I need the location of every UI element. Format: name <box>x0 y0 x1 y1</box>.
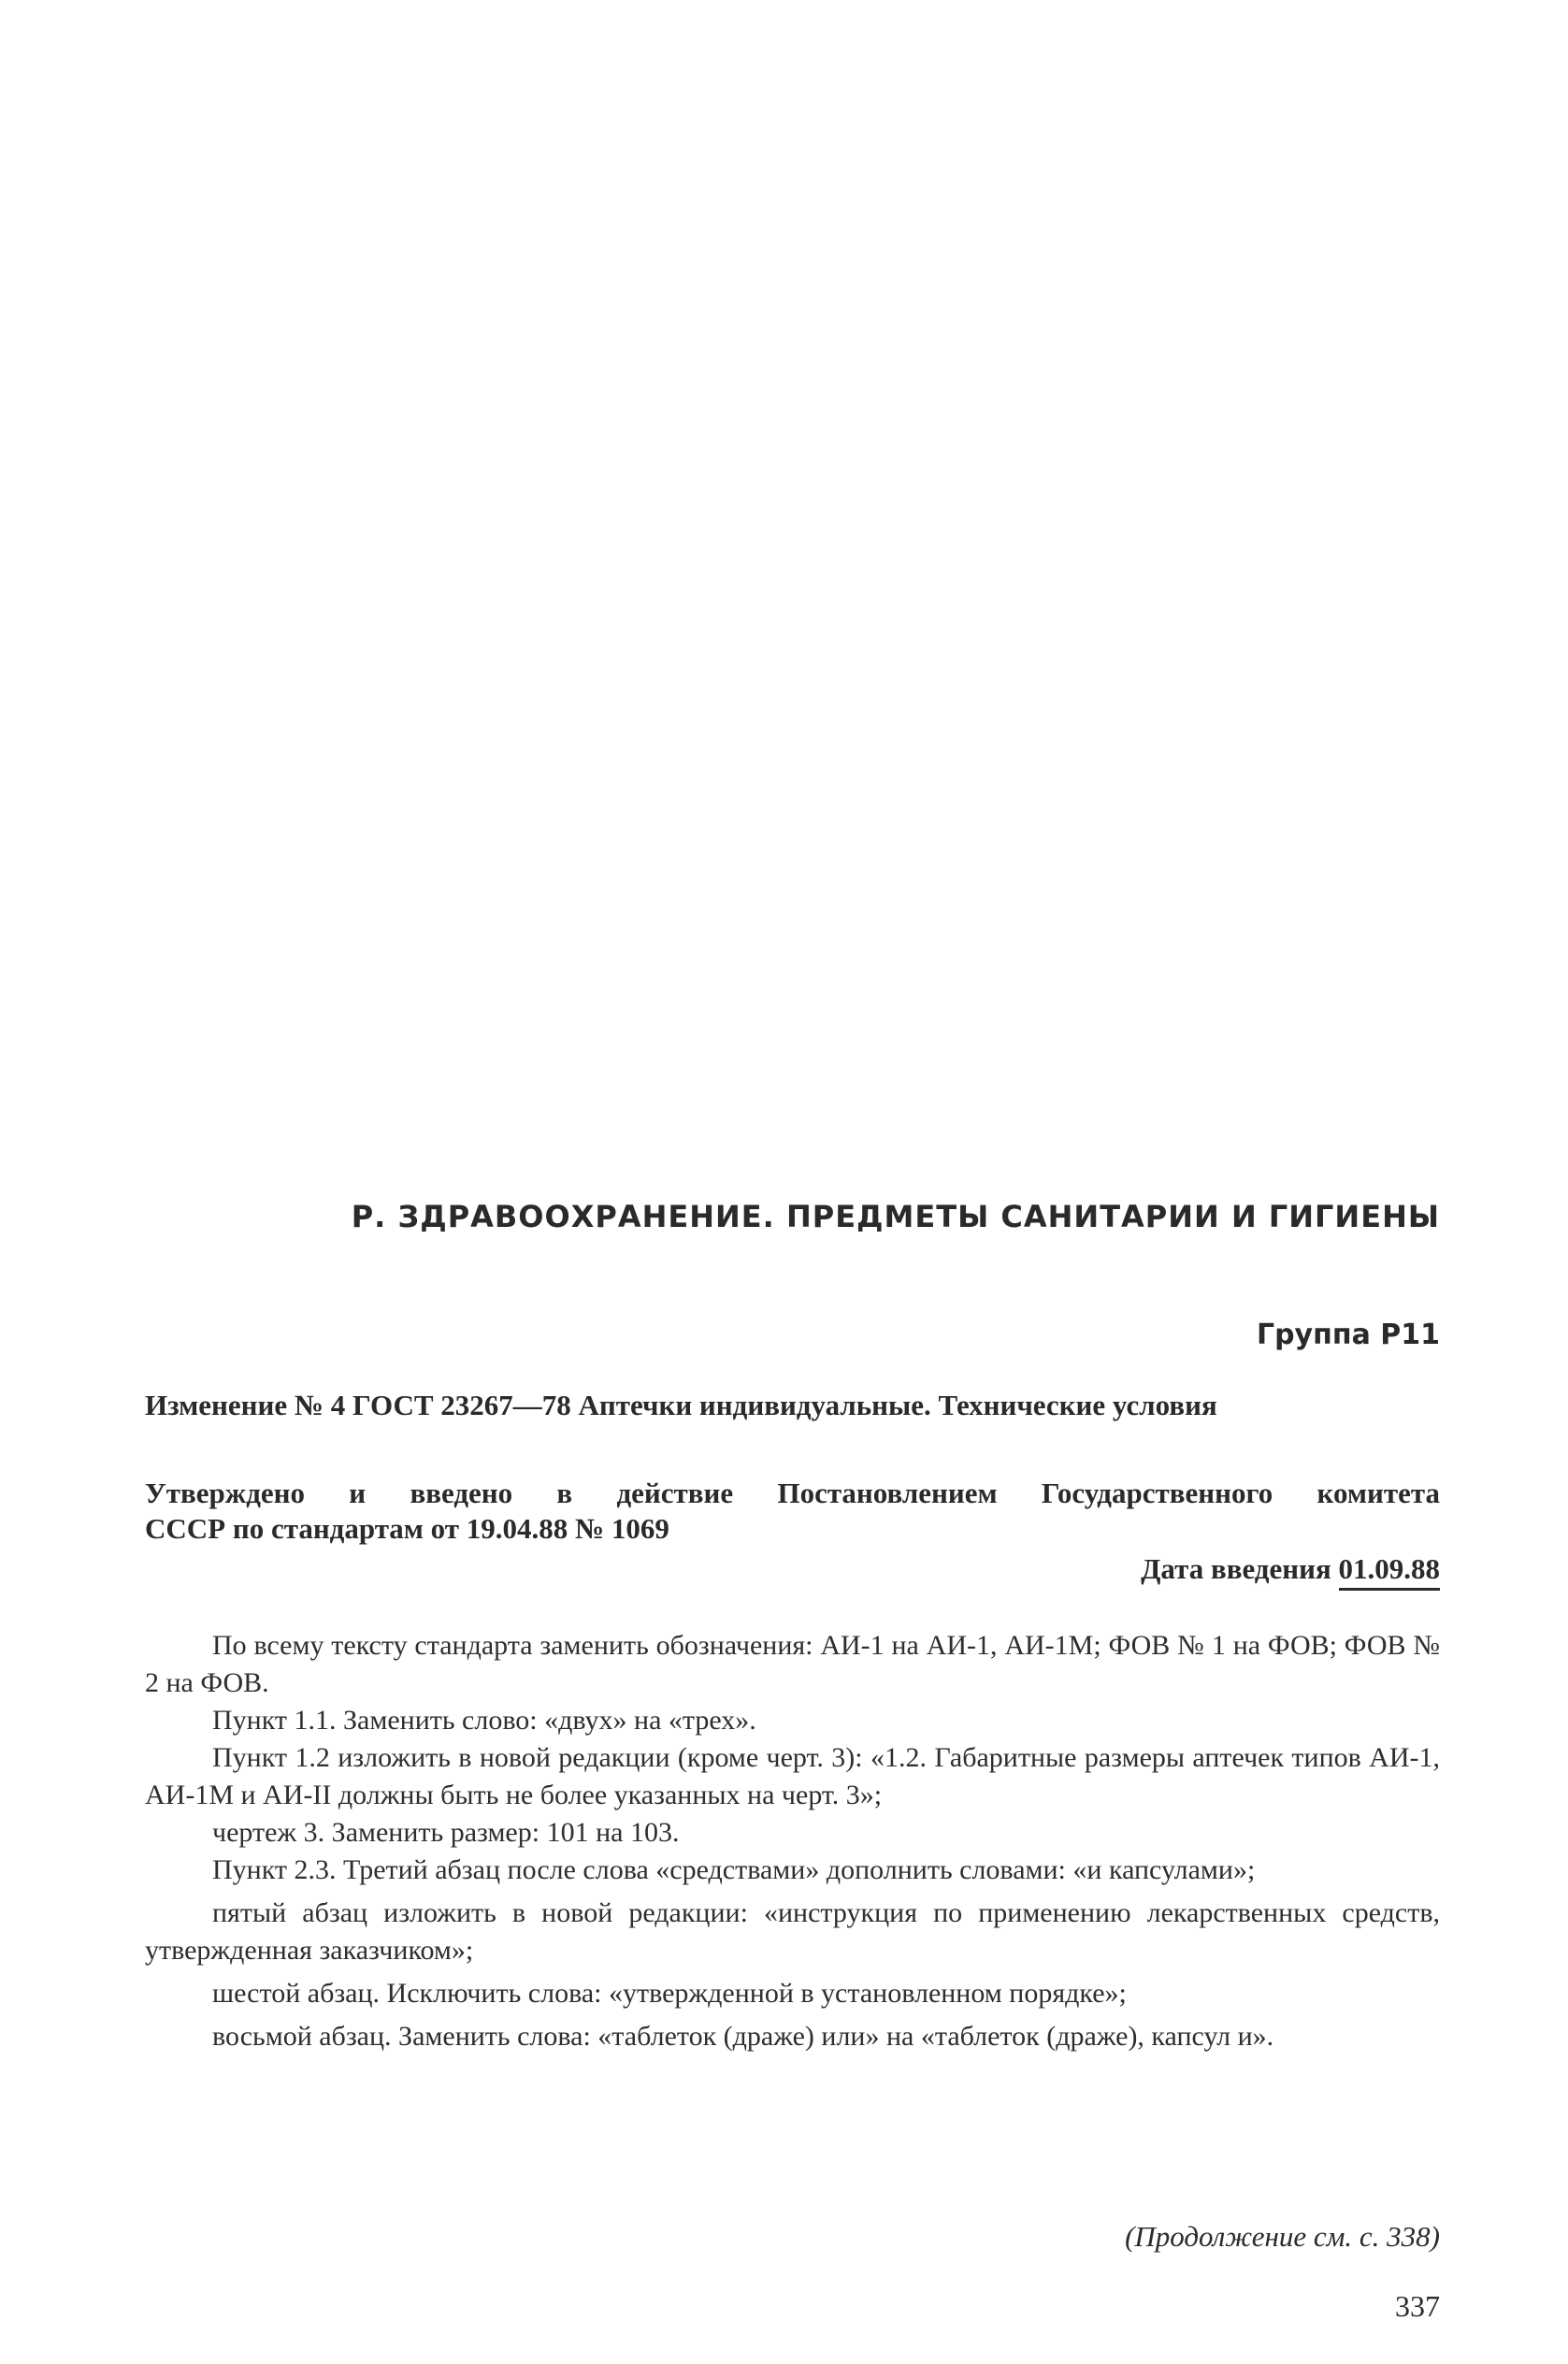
body-paragraph: Пункт 1.2 изложить в новой редакции (кроме черт. 3): «1.2. Габаритные размеры аптечек типов АИ-1, АИ-1М и АИ-II должны быть не более указанных на черт. 3»; <box>145 1742 1440 1810</box>
approval-line-2: СССР по стандартам от 19.04.88 № 1069 <box>145 1512 669 1545</box>
introduction-date-value: 01.09.88 <box>1339 1552 1441 1591</box>
introduction-date <box>842 1552 1440 1586</box>
body-paragraph: По всему тексту стандарта заменить обозначения: АИ-1 на АИ-1, АИ-1М; ФОВ № 1 на ФОВ; ФОВ № 2 на ФОВ. <box>145 1630 1440 1698</box>
continuation-note: (Продолжение см. с. 338) <box>1125 2220 1440 2253</box>
change-title: Изменение № 4 ГОСТ 23267—78 Аптечки индивидуальные. Технические условия <box>145 1389 1217 1421</box>
body-paragraph: шестой абзац. Исключить слова: «утвержденной в установленном порядке»; <box>212 1978 1127 2009</box>
group-label: Группа Р11 <box>1256 1319 1440 1351</box>
page-number: 337 <box>1395 2289 1440 2323</box>
introduction-date-label: Дата введения <box>1141 1552 1339 1585</box>
body-paragraph: чертеж 3. Заменить размер: 101 на 103. <box>212 1817 680 1848</box>
approval-statement <box>145 1476 1440 1547</box>
body-paragraph: Пункт 2.3. Третий абзац после слова «средствами» дополнить словами: «и капсулами»; <box>212 1854 1256 1885</box>
section-title: Р. ЗДРАВООХРАНЕНИЕ. ПРЕДМЕТЫ САНИТАРИИ И ГИГИЕНЫ <box>351 1199 1440 1234</box>
body-text <box>145 1627 1440 2055</box>
body-paragraph: пятый абзац изложить в новой редакции: «инструкция по применению лекарственных средств, утвержденная заказчиком»; <box>145 1897 1440 1966</box>
body-paragraph: Пункт 1.1. Заменить слово: «двух» на «трех». <box>212 1705 756 1736</box>
body-paragraph: восьмой абзац. Заменить слова: «таблеток (драже) или» на «таблеток (драже), капсул и». <box>212 2021 1274 2052</box>
approval-line-1: Утверждено и введено в действие Постановлением Государственного комитета <box>145 1477 1440 1509</box>
